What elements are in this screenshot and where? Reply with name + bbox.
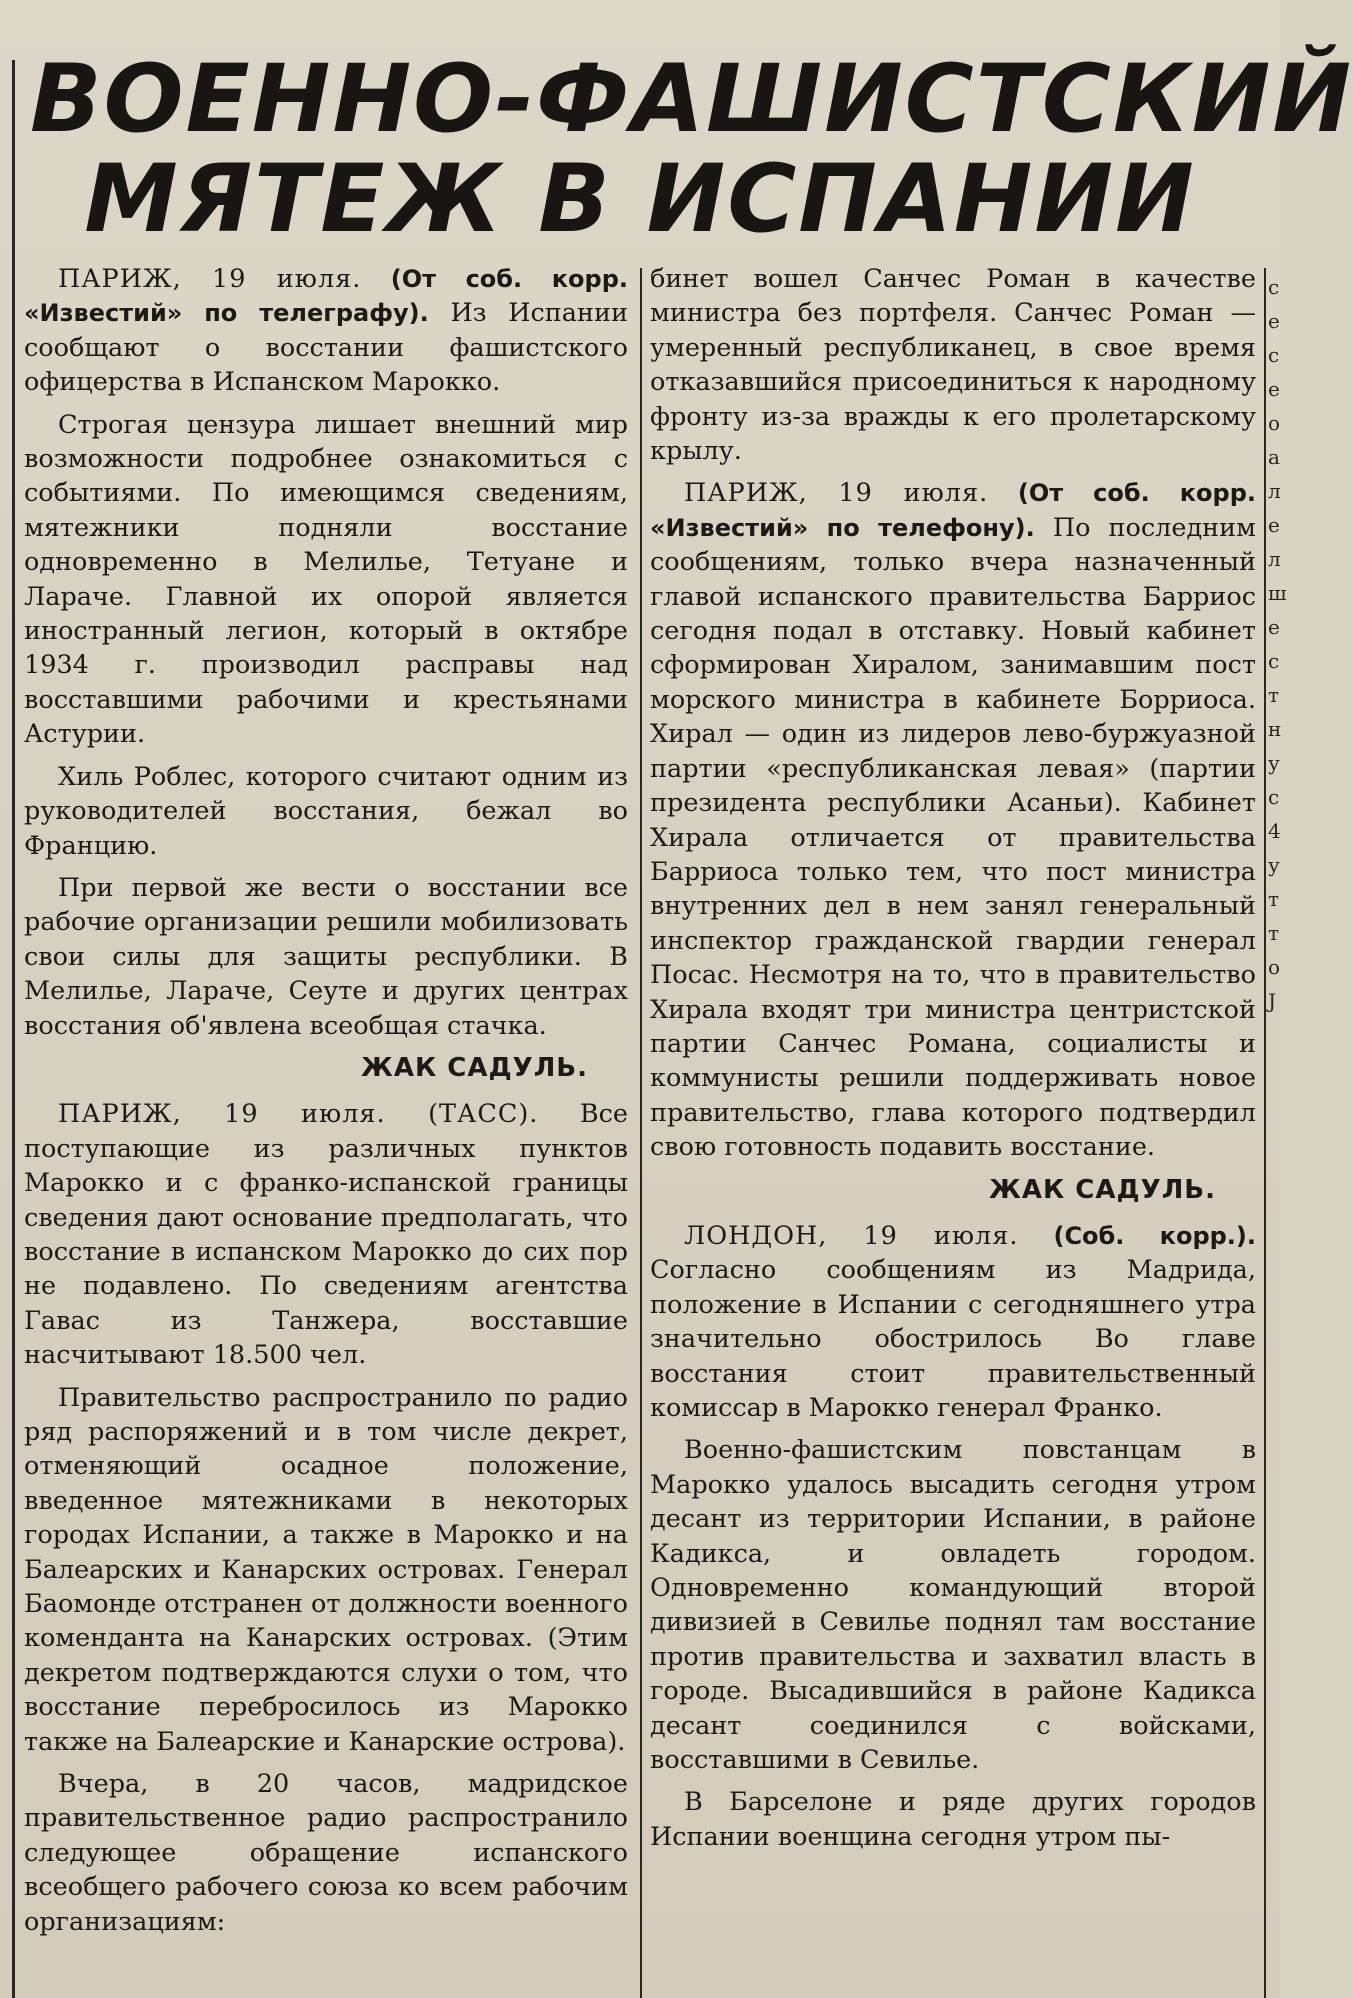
cropped-adjacent-column: с е с е о а л е л ш е с т н у с 4 у т т о J — [1268, 275, 1287, 1013]
left-column — [24, 262, 628, 1947]
article-paragraph: В Барселоне и ряде других городов Испании военщина сегодня утром пы- — [650, 1787, 1256, 1852]
column-divider-rule — [640, 268, 642, 1998]
article-paragraph — [650, 476, 1256, 1164]
headline-line-1: ВОЕННО-ФАШИСТСКИЙ — [30, 45, 1353, 154]
article-paragraph — [24, 1097, 628, 1372]
article-paragraph — [650, 1219, 1256, 1425]
article-paragraph: Строгая цензура лишает внешний мир возможности подробнее ознакомиться с событиями. По имеющимся сведениям, мятежники подняли восстание одновременно в Мелилье, Тетуане и Лараче. Главной их опорой является иностранный легион, который в октябре 1934 г. производил расправы над восставшими рабочими и крестьянами Астурии. — [24, 409, 628, 750]
source-credit: (Соб. корр.). — [1053, 1221, 1257, 1250]
left-border-rule — [12, 60, 15, 1998]
source-credit: (От соб. корр. «Известий» по телеграфу). — [24, 265, 628, 328]
article-paragraph: Вчера, в 20 часов, мадридское правительственное радио распространило следующее обращение испанского всеобщего рабочего союза ко всем рабочим организациям: — [24, 1769, 628, 1937]
article-paragraph: Правительство распространило по радио ряд распоряжений и в том числе декрет, отменяющий осадное положение, введенное мятежниками в некоторых городах Испании, а также в Марокко и на Балеарских и Канарских островах. Генерал Баомонде отстранен от должности военного коменданта на Канарских островах. (Этим декретом подтверждаются слухи о том, что восстание перебросилось из Марокко также на Балеарские и Канарские острова). — [24, 1382, 628, 1757]
dateline: ПАРИЖ, 19 июля. — [58, 264, 362, 294]
source-credit: (От соб. корр. «Известий» по телефону). — [650, 479, 1256, 542]
dateline: ЛОНДОН, 19 июля. — [684, 1220, 1019, 1251]
dateline: ПАРИЖ, 19 июля. (ТАСС). — [58, 1099, 539, 1130]
author-signature: ЖАК САДУЛЬ. — [989, 1174, 1216, 1205]
article-paragraph: Военно-фашистским повстанцам в Марокко удалось высадить сегодня утром десант из территории Испании, в районе Кадикса, и овладеть городом. Одновременно командующий второй дивизией в Севилье поднял там восстание против правительства и захватил власть в городе. Высадившийся в районе Кадикса десант соединился с войсками, восставшими в Севилье. — [650, 1435, 1256, 1776]
headline — [30, 45, 1353, 254]
paragraph-text: Все поступающие из различных пунктов Марокко и с франко-испанской границы сведения дают основание предполагать, что восстание в испанском Марокко до сих пор не подавлено. По сведениям агентства Гавас из Танжера, восставшие насчитывают 18.500 чел. — [24, 1099, 628, 1371]
article-paragraph: При первой же вести о восстании все рабочие организации решили мобилизовать свои силы для защиты республики. В Мелилье, Лараче, Сеуте и других центрах восстания об'явлена всеобщая стачка. — [24, 872, 628, 1041]
paragraph-text: Согласно сообщениям из Мадрида, положение в Испании с сегодняшнего утра значительно обострилось Во главе восстания стоит правительственный комиссар в Марокко генерал Франко. — [650, 1255, 1256, 1423]
paragraph-text: Из Испании сообщают о восстании фашистского офицерства в Испанском Марокко. — [24, 298, 628, 398]
article-paragraph — [24, 262, 628, 400]
right-column — [650, 262, 1256, 1862]
author-signature: ЖАК САДУЛЬ. — [361, 1052, 588, 1083]
article-paragraph: бинет вошел Санчес Роман в качестве министра без портфеля. Санчес Роман — умеренный республиканец, в свое время отказавшийся присоединиться к народному фронту из-за вражды к его пролетарскому крылу. — [650, 264, 1256, 467]
article-paragraph: Хиль Роблес, которого считают одним из руководителей восстания, бежал во Францию. — [24, 761, 628, 861]
paragraph-text: По последним сообщениям, только вчера назначенный главой испанского правительства Барриос сегодня подал в отставку. Новый кабинет сформирован Хиралом, занимавшим пост морского министра в кабинете Борриоса. Хирал — один из лидеров лево-буржуазной партии «республиканская левая» (партии президента республики Асаньи). Кабинет Хирала отличается от правительства Барриоса только тем, что пост министра внутренних дел в нем занял генеральный инспектор гражданской гвардии генерал Посас. Несмотря на то, что в правительство Хирала входят три министра центристской партии Санчес Романа, социалисты и коммунисты решили поддерживать новое правительство, глава которого подтвердил свою готовность подавить восстание. — [650, 512, 1256, 1163]
dateline: ПАРИЖ, 19 июля. — [684, 478, 989, 509]
headline-line-2: МЯТЕЖ В ИСПАНИИ — [84, 145, 1196, 254]
right-border-rule — [1264, 268, 1266, 1998]
